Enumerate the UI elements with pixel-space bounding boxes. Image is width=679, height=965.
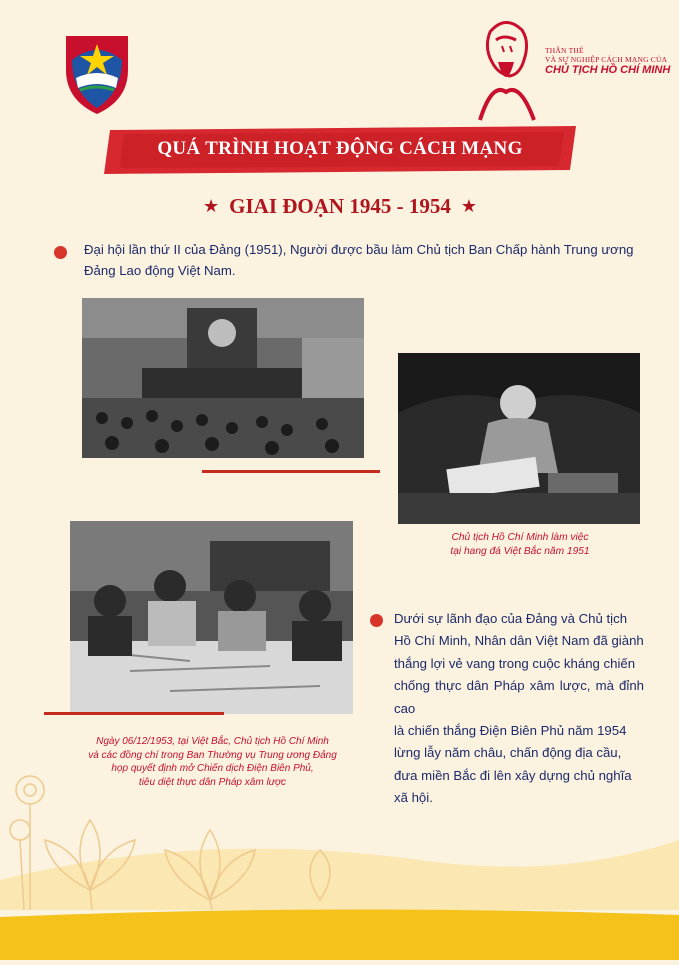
bullet-2-line: thắng lợi vẻ vang trong cuộc kháng chiến	[394, 655, 636, 671]
decorative-red-line	[202, 470, 380, 473]
caption-line: họp quyết định mở Chiến dịch Điện Biên Phủ,	[111, 763, 314, 774]
section-subtitle-row	[170, 192, 510, 220]
photo-2-caption	[400, 531, 640, 558]
photo-dien-bien-phu-meeting	[70, 521, 353, 714]
bullet-2-line: chống thực dân Pháp xâm lược, mà đỉnh cao	[394, 678, 644, 716]
star-icon: ★	[203, 196, 220, 216]
portrait-sketch-illustration	[470, 12, 540, 122]
bullet-2-line: đưa miền Bắc đi lên xây dựng chủ nghĩa	[394, 767, 632, 783]
bullet-2-line: Hồ Chí Minh, Nhân dân Việt Nam đã giành	[394, 633, 644, 649]
photo-party-congress	[82, 298, 364, 458]
banner-title: QUÁ TRÌNH HOẠT ĐỘNG CÁCH MẠNG	[157, 138, 523, 159]
bullet-1-line: Đại hội lần thứ II của Đảng (1951), Người được bầu làm Chủ tịch Ban Chấp hành Trung ương	[84, 242, 634, 257]
star-icon: ★	[460, 196, 477, 216]
bullet-1-line: Đảng Lao động Việt Nam.	[84, 262, 236, 278]
bullet-2-line: là chiến thắng Điện Biên Phủ năm 1954	[394, 723, 627, 739]
caption-line: Ngày 06/12/1953, tại Việt Bắc, Chủ tịch Hồ Chí Minh	[96, 736, 329, 747]
section-subtitle: GIAI ĐOẠN 1945 - 1954	[229, 193, 451, 218]
lotus-decoration	[0, 770, 679, 910]
bullet-2-line: Dưới sự lãnh đạo của Đảng và Chủ tịch	[394, 611, 628, 626]
photo-working-in-cave	[398, 353, 640, 524]
bullet-dot-icon	[54, 246, 67, 259]
bullet-paragraph-1	[84, 240, 644, 281]
caption-line: Chủ tịch Hồ Chí Minh làm việc	[451, 532, 589, 543]
series-title-line2: VÀ SỰ NGHIỆP CÁCH MẠNG CỦA	[545, 55, 668, 64]
series-title	[545, 46, 675, 77]
bullet-2-line: xã hội.	[394, 790, 433, 806]
youth-union-logo	[58, 30, 136, 116]
decorative-red-line	[44, 712, 224, 715]
bullet-dot-icon	[370, 614, 383, 627]
caption-line: tại hang đá Việt Bắc năm 1951	[450, 545, 590, 557]
series-title-line1: THÂN THẾ	[545, 46, 584, 55]
caption-line: và các đồng chí trong Ban Thường vụ Trung ương Đảng	[88, 749, 337, 761]
bullet-2-line: lừng lẫy năm châu, chấn động địa cầu,	[394, 745, 622, 761]
series-title-line3: CHỦ TỊCH HỒ CHÍ MINH	[545, 64, 671, 76]
caption-line: tiêu diệt thực dân Pháp xâm lược	[138, 776, 287, 788]
bottom-yellow-band	[0, 905, 679, 960]
